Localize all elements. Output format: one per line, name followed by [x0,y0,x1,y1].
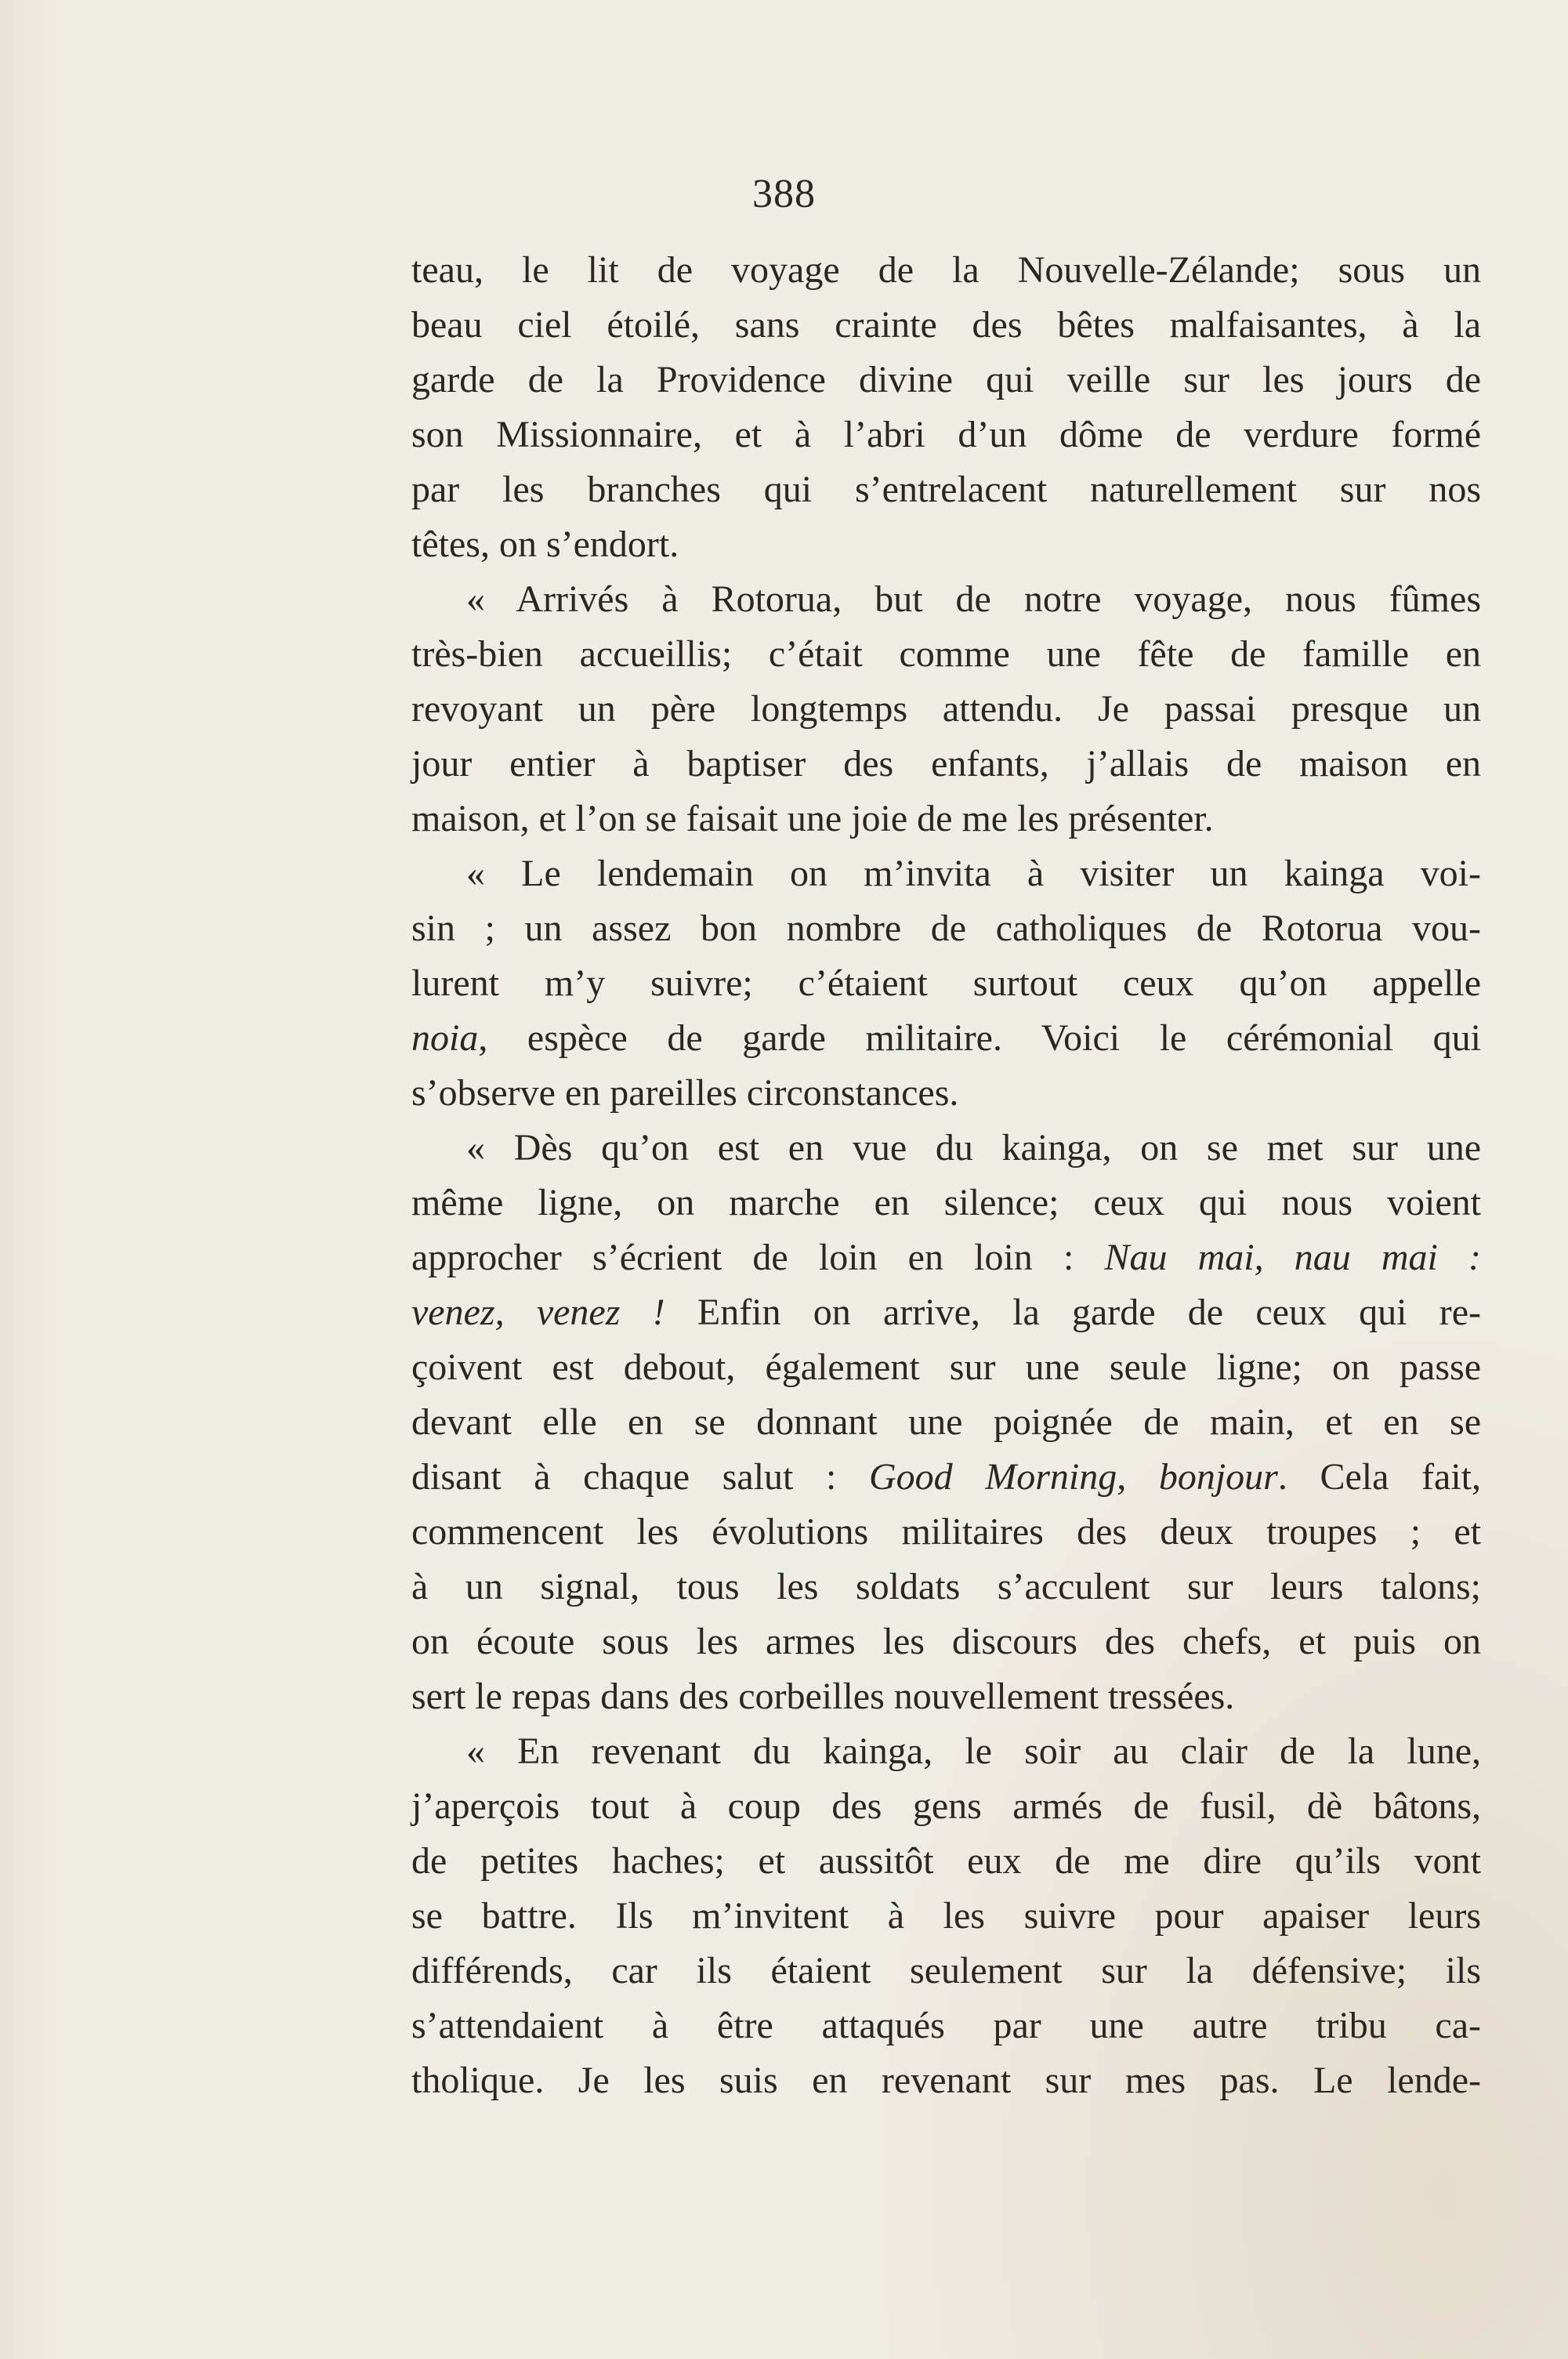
text-segment: teau, le lit de voyage de la Nouvelle-Zélande; sous un [411,249,1481,291]
text-line [411,901,1481,956]
text-line [411,1450,1481,1505]
text-line [411,243,1481,298]
text-segment: , [1117,1456,1159,1498]
text-line [411,1779,1481,1834]
text-segment: çoivent est debout, également sur une seule ligne; on passe [411,1346,1481,1388]
text-segment: . Cela fait, [1277,1456,1482,1498]
text-segment: par les branches qui s’entrelacent naturellement sur nos [411,469,1481,510]
text-segment: s’observe en pareilles circonstances. [411,1072,959,1114]
text-line [411,1944,1481,1998]
text-line [411,517,1481,572]
text-segment: revoyant un père longtemps attendu. Je passai presque un [411,688,1481,730]
text-segment: disant à chaque salut : [411,1456,869,1498]
text-line [411,1834,1481,1889]
text-line [411,298,1481,353]
text-line [411,2053,1481,2108]
text-line [411,1614,1481,1669]
text-line [411,462,1481,517]
text-line [411,1230,1481,1285]
text-line [411,1066,1481,1121]
text-line [411,1724,1481,1779]
page-number: 388 [752,172,816,216]
text-segment: jour entier à baptiser des enfants, j’allais de maison en [411,743,1481,785]
text-segment: on écoute sous les armes les discours des chefs, et puis on [411,1621,1481,1662]
italic-text: noia [411,1017,479,1059]
text-segment: de petites haches; et aussitôt eux de me dire qu’ils vont [411,1840,1481,1882]
text-line [411,1121,1481,1176]
text-segment: approcher s’écrient de loin en loin : [411,1237,1105,1278]
text-line [411,1505,1481,1560]
text-segment: s’attendaient à être attaqués par une autre tribu ca- [411,2005,1481,2046]
body-text [411,243,1481,2108]
text-line [411,1176,1481,1230]
text-line [411,846,1481,901]
text-segment: « Le lendemain on m’invita à visiter un kainga voi- [466,853,1481,894]
text-segment: j’aperçois tout à coup des gens armés de fusil, dè bâtons, [411,1785,1481,1827]
text-segment: devant elle en se donnant une poignée de main, et en se [411,1401,1481,1443]
text-line [411,737,1481,792]
text-line [411,572,1481,627]
text-line [411,682,1481,737]
text-segment: même ligne, on marche en silence; ceux qui nous voient [411,1182,1481,1223]
text-segment: à un signal, tous les soldats s’acculent sur leurs talons; [411,1566,1481,1607]
text-segment: , espèce de garde militaire. Voici le cérémonial qui [478,1017,1481,1059]
text-segment: « Dès qu’on est en vue du kainga, on se met sur une [466,1127,1481,1169]
text-segment: commencent les évolutions militaires des deux troupes ; et [411,1511,1481,1553]
text-segment: se battre. Ils m’invitent à les suivre pour apaiser leurs [411,1895,1481,1937]
text-line [411,1889,1481,1944]
text-segment: « En revenant du kainga, le soir au clair de la lune, [466,1730,1481,1772]
text-line [411,1285,1481,1340]
text-segment: sin ; un assez bon nombre de catholiques de Rotorua vou- [411,908,1481,949]
italic-text: bonjour [1158,1456,1278,1498]
text-segment: très-bien accueillis; c’était comme une fête de famille en [411,633,1481,675]
text-segment: son Missionnaire, et à l’abri d’un dôme de verdure formé [411,414,1481,455]
text-segment: Enfin on arrive, la garde de ceux qui re- [664,1292,1482,1333]
text-line [411,792,1481,846]
text-line [411,353,1481,408]
text-line [411,1011,1481,1066]
text-line [411,1669,1481,1724]
text-line [411,1340,1481,1395]
italic-text: venez, venez ! [411,1292,665,1333]
italic-text: Nau mai, nau mai : [1104,1237,1482,1278]
text-line [411,408,1481,462]
text-line [411,1395,1481,1450]
text-line [411,627,1481,682]
text-segment: garde de la Providence divine qui veille sur les jours de [411,359,1481,400]
text-segment: différends, car ils étaient seulement sur la défensive; ils [411,1950,1481,1991]
text-line [411,956,1481,1011]
text-line [411,1998,1481,2053]
text-segment: tholique. Je les suis en revenant sur mes pas. Le lende- [411,2060,1481,2101]
text-segment: maison, et l’on se faisait une joie de me les présenter. [411,798,1214,839]
text-segment: beau ciel étoilé, sans crainte des bêtes malfaisantes, à la [411,304,1481,346]
text-segment: lurent m’y suivre; c’étaient surtout ceux qu’on appelle [411,962,1481,1004]
italic-text: Good Morning [868,1456,1117,1498]
text-line [411,1560,1481,1614]
text-segment: « Arrivés à Rotorua, but de notre voyage, nous fûmes [466,578,1481,620]
text-segment: sert le repas dans des corbeilles nouvellement tressées. [411,1676,1235,1717]
text-segment: têtes, on s’endort. [411,524,679,565]
